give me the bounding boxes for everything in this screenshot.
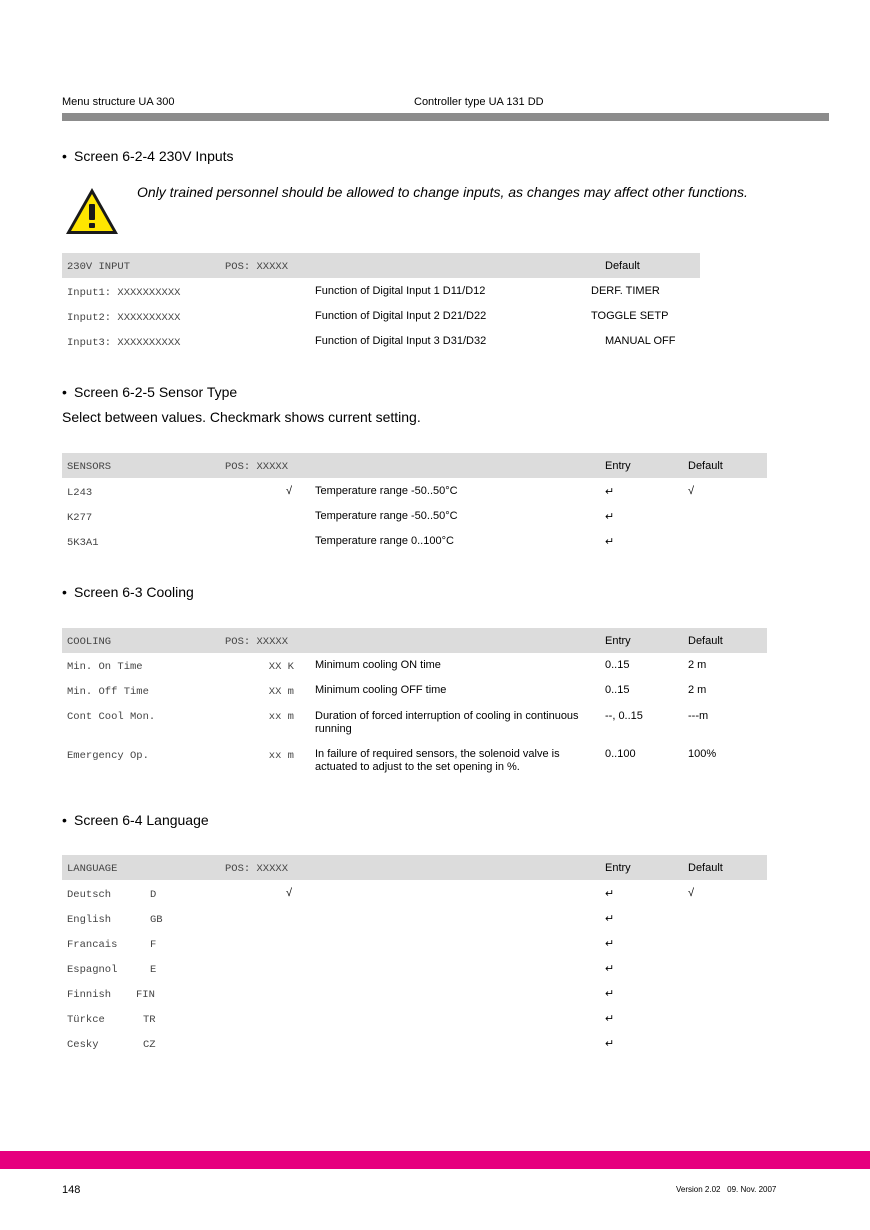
row-default: 2 m [688, 684, 707, 696]
row-desc: In failure of required sensors, the solenoid valve is actuated to adjust to the set opening in %. [315, 748, 560, 773]
row-code: CZ [143, 1039, 156, 1051]
row-entry: ↵ [605, 486, 615, 498]
row-value: XX m [268, 686, 294, 698]
row-code: TR [143, 1014, 156, 1026]
row-name: English [67, 914, 112, 926]
row-value: xx m [268, 711, 294, 723]
row-entry: --, 0..15 [605, 710, 643, 722]
header-name: LANGUAGE [67, 863, 118, 875]
section-heading-text: Screen 6-3 Cooling [74, 584, 194, 600]
row-name: Finnish [67, 989, 112, 1001]
row-default: DERF. TIMER [591, 285, 660, 297]
row-name: Deutsch [67, 889, 112, 901]
header-default: Default [688, 862, 723, 874]
section-heading-6-2-5 [62, 384, 237, 400]
row-entry: ↵ [605, 511, 615, 523]
header-pos: POS: XXXXX [225, 261, 289, 273]
row-code: D [150, 889, 157, 901]
row-desc: Minimum cooling OFF time [315, 684, 447, 696]
header-pos: POS: XXXXX [225, 863, 289, 875]
header-name: COOLING [67, 636, 112, 648]
page-number: 148 [62, 1184, 81, 1196]
header-center-title: Controller type UA 131 DD [414, 96, 544, 108]
bullet: • [62, 148, 67, 164]
header-pos: POS: XXXXX [225, 636, 289, 648]
row-code: GB [150, 914, 163, 926]
header-divider [62, 113, 829, 121]
row-check: √ [286, 485, 293, 497]
section-heading-text: Screen 6-2-5 Sensor Type [74, 384, 238, 400]
row-entry: ↵ [605, 888, 615, 900]
header-name: 230V INPUT [67, 261, 131, 273]
row-desc: Temperature range -50..50°C [315, 485, 458, 497]
row-name: Francais [67, 939, 118, 951]
row-entry: 0..15 [605, 684, 630, 696]
row-value: XX K [268, 661, 294, 673]
section-heading-text: Screen 6-2-4 230V Inputs [74, 148, 234, 164]
row-desc: Function of Digital Input 2 D21/D22 [315, 310, 487, 322]
header-entry: Entry [605, 635, 631, 647]
row-value: xx m [268, 750, 294, 762]
row-name: Input2: XXXXXXXXXX [67, 312, 181, 324]
row-desc: Function of Digital Input 3 D31/D32 [315, 335, 487, 347]
table-header [62, 628, 767, 653]
warning-triangle-icon [64, 186, 120, 236]
row-name: Input3: XXXXXXXXXX [67, 337, 181, 349]
bullet: • [62, 584, 67, 600]
row-entry: ↵ [605, 913, 615, 925]
table-header [62, 855, 767, 880]
header-pos: POS: XXXXX [225, 461, 289, 473]
header-name: SENSORS [67, 461, 112, 473]
row-default: MANUAL OFF [605, 335, 676, 347]
row-entry: ↵ [605, 938, 615, 950]
section-description: Select between values. Checkmark shows current setting. [62, 409, 421, 425]
row-name: 5K3A1 [67, 537, 99, 549]
table-header [62, 453, 767, 478]
row-default: 100% [688, 748, 717, 760]
section-heading-6-3 [62, 584, 194, 600]
bullet: • [62, 812, 67, 828]
row-desc: Function of Digital Input 1 D11/D12 [315, 285, 486, 297]
header-entry: Entry [605, 460, 631, 472]
header-left-title: Menu structure UA 300 [62, 96, 175, 108]
header-default: Default [688, 460, 723, 472]
row-entry: ↵ [605, 1013, 615, 1025]
row-name: Emergency Op. [67, 750, 149, 762]
row-entry: 0..15 [605, 659, 630, 671]
row-entry: ↵ [605, 536, 615, 548]
row-entry: ↵ [605, 988, 615, 1000]
row-default: √ [688, 485, 695, 497]
warning-text: Only trained personnel should be allowed to change inputs, as changes may affect other functions. [137, 184, 748, 200]
bullet: • [62, 384, 67, 400]
row-name: Cesky [67, 1039, 99, 1051]
row-entry: ↵ [605, 963, 615, 975]
row-code: FIN [136, 989, 155, 1001]
row-name: Min. On Time [67, 661, 143, 673]
row-desc: Minimum cooling ON time [315, 659, 441, 671]
row-name: Min. Off Time [67, 686, 149, 698]
row-code: E [150, 964, 157, 976]
header-default: Default [688, 635, 723, 647]
row-default: TOGGLE SETP [591, 310, 669, 322]
row-default: 2 m [688, 659, 707, 671]
row-name: L243 [67, 487, 93, 499]
row-entry: 0..100 [605, 748, 636, 760]
row-name: Türkce [67, 1014, 105, 1026]
row-desc: Duration of forced interruption of cooling in continuous running [315, 710, 579, 735]
section-heading-6-4 [62, 812, 209, 828]
row-check: √ [286, 887, 293, 899]
row-default: √ [688, 887, 695, 899]
header-entry: Entry [605, 862, 631, 874]
row-desc: Temperature range 0..100°C [315, 535, 454, 547]
section-heading-6-2-4 [62, 148, 234, 164]
row-code: F [150, 939, 157, 951]
footer-bar [0, 1151, 870, 1169]
row-name: K277 [67, 512, 93, 524]
row-name: Cont Cool Mon. [67, 711, 156, 723]
section-heading-text: Screen 6-4 Language [74, 812, 209, 828]
header-default: Default [605, 260, 640, 272]
row-desc: Temperature range -50..50°C [315, 510, 458, 522]
row-name: Input1: XXXXXXXXXX [67, 287, 181, 299]
row-default: ---m [688, 710, 709, 722]
row-entry: ↵ [605, 1038, 615, 1050]
row-name: Espagnol [67, 964, 118, 976]
version-info: Version 2.02 09. Nov. 2007 [676, 1185, 777, 1194]
